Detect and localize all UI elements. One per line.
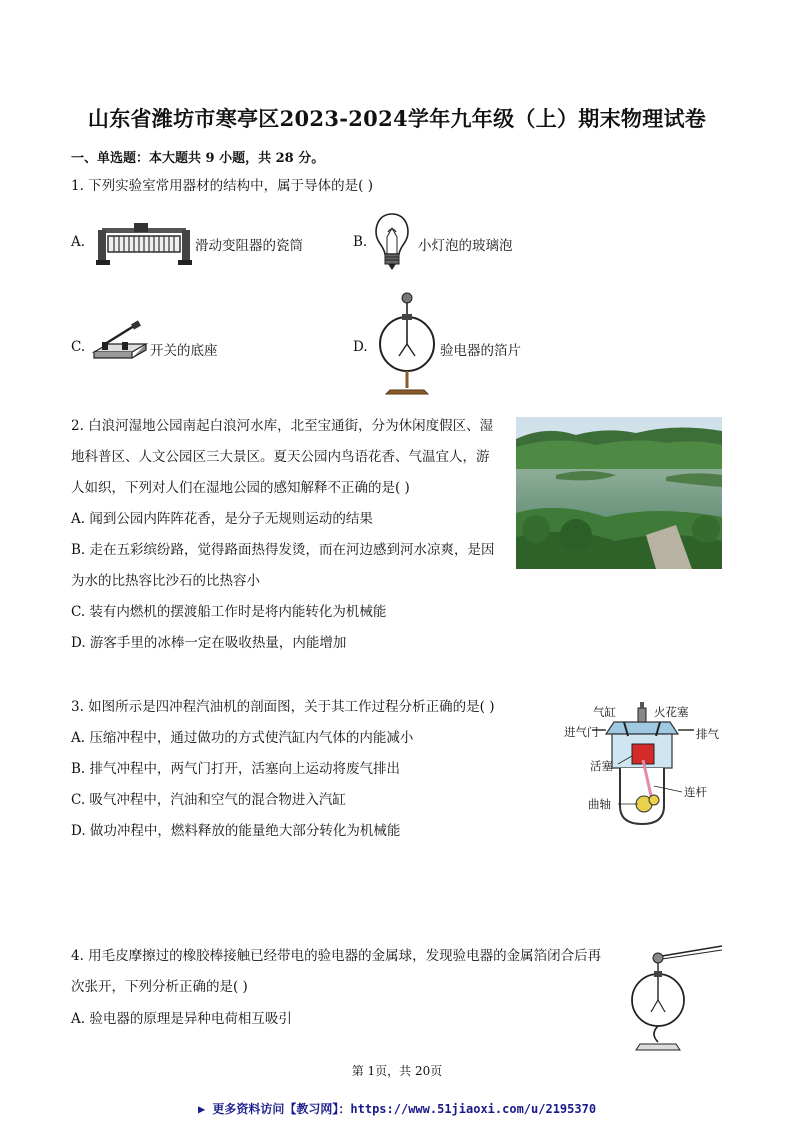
q1-option-c-text: 开关的底座	[150, 343, 218, 359]
q1-option-a-text: 滑动变阻器的瓷筒	[195, 238, 303, 254]
label-spark-plug: 火花塞	[654, 705, 689, 719]
resource-link[interactable]: ▶ 更多资料访问【教习网】：https://www.51jiaoxi.com/u/2195370	[197, 1102, 597, 1116]
q2-stem-line-1: 2. 白浪河湿地公园南起白浪河水库，北至宝通街，分为休闲度假区、湿	[71, 418, 494, 434]
q2-option-b-line-2: 为水的比热容比沙石的比热容小	[71, 573, 260, 589]
q3-option-c: C. 吸气冲程中，汽油和空气的混合物进入汽缸	[71, 792, 346, 808]
q2-stem-line-3: 人如织，下列对人们在湿地公园的感知解释不正确的是( )	[71, 480, 410, 496]
q2-option-d: D. 游客手里的冰棒一定在吸收热量，内能增加	[71, 635, 347, 651]
q2-option-a: A. 闻到公园内阵阵花香，是分子无规则运动的结果	[71, 511, 373, 527]
q1-option-b-text: 小灯泡的玻璃泡	[418, 238, 513, 254]
q1-option-b-letter: B.	[353, 234, 368, 250]
label-exhaust: 排气	[696, 727, 719, 741]
q4-stem-line-1: 4. 用毛皮摩擦过的橡胶棒接触已经带电的验电器的金属球，发现验电器的金属箔闭合后再	[71, 948, 602, 964]
engine-cross-section-diagram	[562, 700, 727, 830]
q3-stem: 3. 如图所示是四冲程汽油机的剖面图，关于其工作过程分析正确的是( )	[71, 699, 495, 715]
section-heading: 一、单选题：本大题共 9 小题，共 28 分。	[71, 151, 325, 166]
q4-option-a: A. 验电器的原理是异种电荷相互吸引	[71, 1011, 292, 1027]
page-number: 第 1页，共 20页	[351, 1064, 443, 1078]
label-connecting-rod: 连杆	[684, 785, 707, 799]
wetland-park-photo	[516, 417, 722, 569]
q1-option-a-letter: A.	[71, 234, 86, 250]
q3-option-b: B. 排气冲程中，两气门打开，活塞向上运动将废气排出	[71, 761, 401, 777]
q1-option-d-letter: D.	[353, 339, 368, 355]
q1-option-d-text: 验电器的箔片	[440, 343, 521, 359]
label-cylinder: 气缸	[593, 705, 616, 719]
rheostat-icon	[96, 222, 192, 266]
q4-stem-line-2: 次张开，下列分析正确的是( )	[71, 979, 248, 995]
q3-option-a: A. 压缩冲程中，通过做功的方式使汽缸内气体的内能减小	[71, 730, 414, 746]
q2-stem-line-2: 地科普区、人文公园区三大景区。夏天公园内鸟语花香、气温宜人，游	[71, 449, 490, 465]
electroscope-with-rod-figure	[630, 944, 725, 1054]
page-title: 山东省潍坊市寒亭区2023-2024学年九年级（上）期末物理试卷	[87, 106, 707, 131]
electroscope-icon	[378, 290, 436, 396]
label-piston: 活塞	[590, 759, 613, 773]
knife-switch-icon	[92, 322, 148, 366]
label-intake-valve: 进气门	[564, 725, 599, 739]
light-bulb-icon	[374, 212, 410, 272]
q1-stem: 1. 下列实验室常用器材的结构中，属于导体的是( )	[71, 178, 373, 194]
q3-option-d: D. 做功冲程中，燃料释放的能量绝大部分转化为机械能	[71, 823, 401, 839]
q1-option-c-letter: C.	[71, 339, 86, 355]
q2-option-b-line-1: B. 走在五彩缤纷路，觉得路面热得发烫，而在河边感到河水凉爽，是因	[71, 542, 495, 558]
q2-option-c: C. 装有内燃机的摆渡船工作时是将内能转化为机械能	[71, 604, 387, 620]
label-crankshaft: 曲轴	[588, 797, 611, 811]
